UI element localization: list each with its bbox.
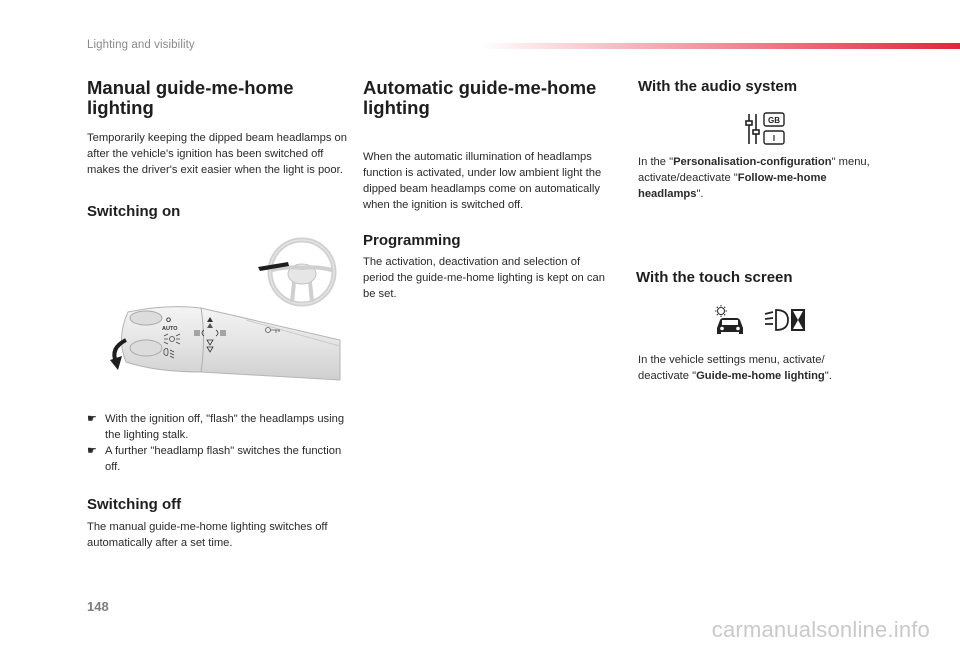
bullet-item [87, 411, 349, 443]
steering-wheel-illustration [258, 236, 342, 308]
page-number: 148 [87, 599, 109, 614]
automatic-title-line1: Automatic guide-me-home [363, 77, 597, 98]
audio-text-suffix: ". [696, 188, 704, 200]
touch-screen-title: With the touch screen [636, 269, 793, 286]
programming-title: Programming [363, 232, 461, 249]
guide-me-home-lighting-icon [764, 306, 806, 334]
bullet-text: A further "headlamp flash" switches the function off. [105, 445, 342, 473]
manual-intro-text: Temporarily keeping the dipped beam headlamps on after the vehicle's ignition has been switched off makes the driver's exit easier when the light is poor. [87, 132, 347, 176]
manual-section-title [87, 78, 347, 118]
touch-instruction-text [638, 352, 868, 384]
audio-settings-icon [744, 112, 786, 146]
stalk-label-o: O [166, 317, 172, 324]
header-accent-bar [480, 43, 960, 49]
pointing-hand-icon: ☛ [87, 445, 97, 457]
vehicle-settings-icon [712, 304, 746, 336]
stalk-label-auto: AUTO [162, 326, 178, 332]
touch-option-name: Guide-me-home lighting [696, 370, 825, 382]
automatic-section-title [363, 78, 623, 118]
audio-system-title: With the audio system [638, 78, 798, 95]
audio-text-prefix: In the " [638, 156, 674, 168]
automatic-intro-text: When the automatic illumination of headlamps function is activated, under low ambient light the dipped beam headlamps come on automatically when the ignition is switched off. [363, 151, 602, 211]
audio-menu-name: Personalisation-configuration [673, 156, 832, 168]
lighting-stalk-illustration [106, 300, 342, 382]
running-header: Lighting and visibility [87, 39, 195, 51]
switching-off-text: The manual guide-me-home lighting switches off automatically after a set time. [87, 521, 328, 549]
touch-text-suffix: ". [824, 370, 832, 382]
watermark: carmanualsonline.info [711, 617, 930, 642]
bullet-text: With the ignition off, "flash" the headlamps using the lighting stalk. [105, 413, 345, 441]
switching-off-title: Switching off [87, 496, 182, 513]
audio-instruction-text [638, 154, 888, 202]
bullet-item [87, 443, 349, 475]
audio-icon-label-i: I [772, 134, 776, 143]
switching-on-title: Switching on [87, 203, 181, 220]
audio-icon-label-gb: GB [768, 116, 780, 125]
touch-text-prefix: In the vehicle settings menu, activate/ deactivate " [638, 354, 825, 382]
manual-title-line1: Manual guide-me-home [87, 77, 294, 98]
manual-title-line2: lighting [87, 97, 154, 118]
pointing-hand-icon: ☛ [87, 413, 97, 425]
programming-text: The activation, deactivation and selection of period the guide-me-home lighting is kept on can be set. [363, 256, 605, 300]
audio-text-middle: " menu, activate/deactivate " [638, 156, 870, 184]
audio-option-name: Follow-me-home headlamps [638, 172, 827, 200]
automatic-title-line2: lighting [363, 97, 430, 118]
